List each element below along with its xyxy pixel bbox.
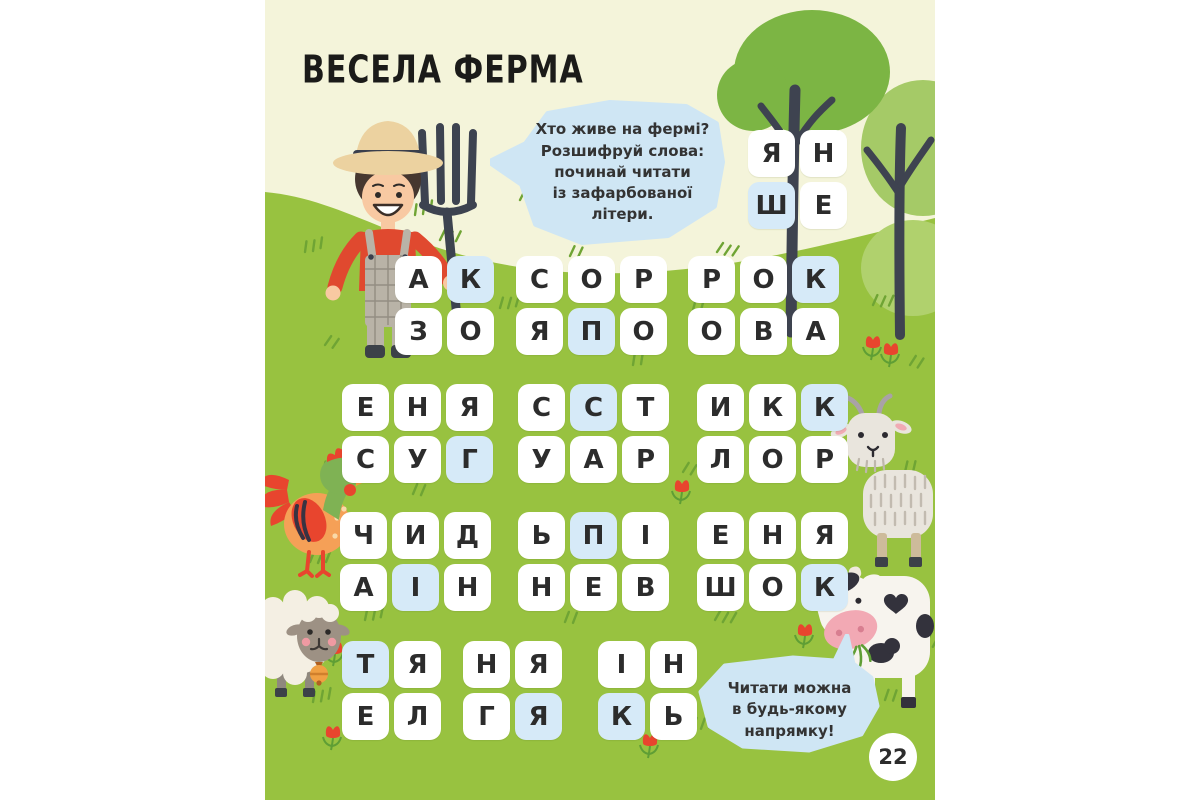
letter-tile: Я bbox=[446, 384, 493, 431]
bubble-line: із зафарбованої bbox=[552, 184, 693, 203]
letter-tile: Я bbox=[801, 512, 848, 559]
bubble-line: Читати можна bbox=[727, 679, 852, 698]
letter-tile: Я bbox=[748, 130, 795, 177]
letter-tile: К bbox=[792, 256, 839, 303]
letter-tile: С bbox=[516, 256, 563, 303]
letter-tile: С bbox=[518, 384, 565, 431]
instruction-text bbox=[490, 100, 725, 245]
letter-tile: Я bbox=[515, 693, 562, 740]
letter-tile: У bbox=[394, 436, 441, 483]
letter-tile: Н bbox=[749, 512, 796, 559]
letter-tile: Ч bbox=[340, 512, 387, 559]
page-title: ВЕСЕЛА ФЕРМА bbox=[302, 48, 584, 93]
letter-tile: О bbox=[740, 256, 787, 303]
letter-tile: Р bbox=[688, 256, 735, 303]
letter-tile: К bbox=[749, 384, 796, 431]
bubble-line: напрямку! bbox=[744, 721, 835, 740]
letter-tile-group bbox=[688, 256, 839, 355]
letter-tile: Р bbox=[622, 436, 669, 483]
bubble-line: в будь-якому bbox=[732, 700, 847, 719]
letter-tile: О bbox=[749, 564, 796, 611]
letter-tile: О bbox=[447, 308, 494, 355]
letter-tile: Н bbox=[650, 641, 697, 688]
letter-tile: У bbox=[518, 436, 565, 483]
letter-tile: Я bbox=[515, 641, 562, 688]
letter-tile: Е bbox=[570, 564, 617, 611]
letter-tile: Р bbox=[620, 256, 667, 303]
letter-tile: І bbox=[622, 512, 669, 559]
letter-tile: А bbox=[792, 308, 839, 355]
bubble-line: Хто живе на фермі? bbox=[535, 120, 710, 139]
letter-tile: Ь bbox=[518, 512, 565, 559]
hint-text bbox=[697, 634, 882, 770]
letter-tile: П bbox=[568, 308, 615, 355]
letter-tile: Е bbox=[697, 512, 744, 559]
letter-tile: Ш bbox=[697, 564, 744, 611]
letter-tile: Р bbox=[801, 436, 848, 483]
letter-tile-group bbox=[697, 384, 848, 483]
instruction-bubble bbox=[490, 100, 725, 245]
letter-tile: А bbox=[395, 256, 442, 303]
letter-tile: Л bbox=[697, 436, 744, 483]
letter-tile: К bbox=[801, 564, 848, 611]
letter-tile: Е bbox=[342, 384, 389, 431]
letter-tile-group bbox=[697, 512, 848, 611]
letter-tile: Е bbox=[800, 182, 847, 229]
letter-tile-group bbox=[518, 384, 669, 483]
letter-tile: З bbox=[395, 308, 442, 355]
letter-tile: А bbox=[570, 436, 617, 483]
letter-tile: І bbox=[392, 564, 439, 611]
letter-tile: Ь bbox=[650, 693, 697, 740]
bubble-line: починай читати bbox=[554, 162, 691, 181]
letter-tile: К bbox=[447, 256, 494, 303]
letter-tile: К bbox=[801, 384, 848, 431]
letter-tile: И bbox=[697, 384, 744, 431]
letter-tile: Н bbox=[394, 384, 441, 431]
letter-tile: В bbox=[622, 564, 669, 611]
letter-tile: К bbox=[598, 693, 645, 740]
letter-tile: Ш bbox=[748, 182, 795, 229]
bubble-line: літери. bbox=[591, 205, 654, 224]
letter-tile-group bbox=[748, 130, 847, 229]
hint-bubble bbox=[697, 634, 882, 754]
letter-tile: Я bbox=[394, 641, 441, 688]
letter-tile: О bbox=[568, 256, 615, 303]
letter-tile-group bbox=[516, 256, 667, 355]
letter-tile: Н bbox=[463, 641, 510, 688]
letter-tile-group bbox=[518, 512, 669, 611]
letter-tile: Н bbox=[444, 564, 491, 611]
letter-tile-group bbox=[340, 512, 491, 611]
letter-tile: І bbox=[598, 641, 645, 688]
letter-tile: И bbox=[392, 512, 439, 559]
letter-tile: Л bbox=[394, 693, 441, 740]
letter-tile: Н bbox=[518, 564, 565, 611]
letter-tile: О bbox=[688, 308, 735, 355]
letter-tile: Н bbox=[800, 130, 847, 177]
bubble-line: Розшифруй слова: bbox=[540, 141, 705, 160]
letter-tile-group bbox=[598, 641, 697, 740]
letter-tile: Г bbox=[446, 436, 493, 483]
letter-tile: О bbox=[620, 308, 667, 355]
letter-tile-group bbox=[342, 384, 493, 483]
letter-tile-group bbox=[395, 256, 494, 355]
letter-tile: Е bbox=[342, 693, 389, 740]
letter-tile: О bbox=[749, 436, 796, 483]
page-number-badge: 22 bbox=[869, 733, 917, 781]
letter-tile: Д bbox=[444, 512, 491, 559]
letter-tile-group bbox=[463, 641, 562, 740]
letter-tile: А bbox=[340, 564, 387, 611]
letter-tile: В bbox=[740, 308, 787, 355]
letter-tile: Т bbox=[342, 641, 389, 688]
letter-tile-group bbox=[342, 641, 441, 740]
letter-tile: Т bbox=[622, 384, 669, 431]
letter-tile: С bbox=[570, 384, 617, 431]
book-page bbox=[265, 0, 935, 800]
letter-tile: С bbox=[342, 436, 389, 483]
letter-tile: П bbox=[570, 512, 617, 559]
letter-tile: Я bbox=[516, 308, 563, 355]
letter-tile: Г bbox=[463, 693, 510, 740]
